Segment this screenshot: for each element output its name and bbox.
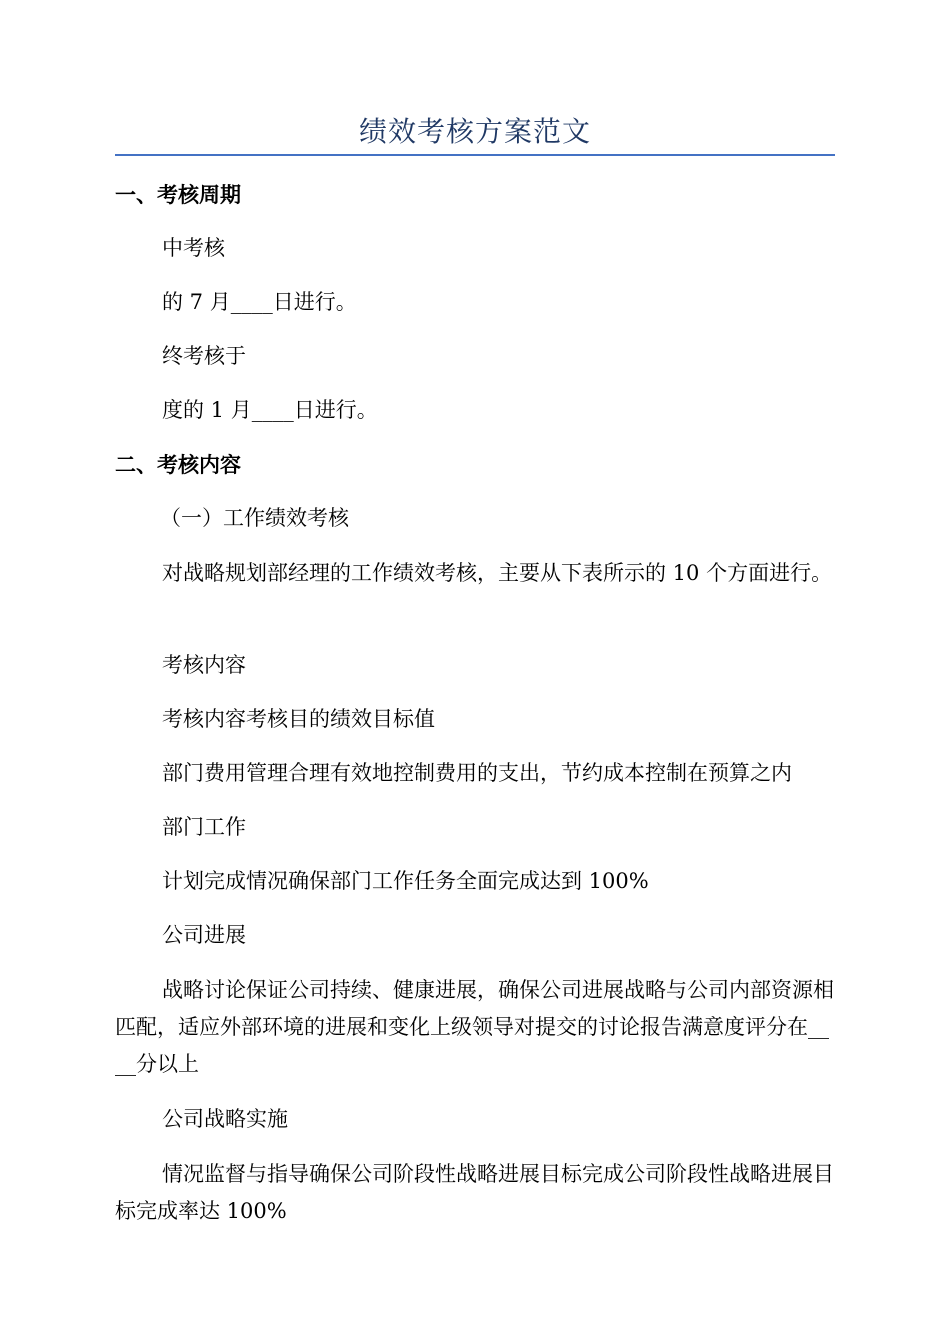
paragraph: 终考核于 — [162, 344, 246, 368]
paragraph: 考核内容考核目的绩效目标值 — [162, 707, 435, 731]
section-heading-1: 一、考核周期 — [115, 183, 241, 207]
paragraph: 公司进展 — [162, 923, 246, 947]
paragraph: 度的 1 月____日进行。 — [162, 398, 378, 422]
paragraph: 计划完成情况确保部门工作任务全面完成达到 100% — [162, 869, 649, 893]
sub-heading: （一）工作绩效考核 — [160, 506, 349, 530]
title-underline — [115, 154, 835, 156]
document-title: 绩效考核方案范文 — [358, 115, 591, 148]
paragraph: 的 7 月____日进行。 — [162, 290, 357, 314]
paragraph: 考核内容 — [162, 653, 246, 677]
paragraph: 战略讨论保证公司持续、健康进展，确保公司进展战略与公司内部资源相匹配，适应外部环境的进展和变化上级领导对提交的讨论报告满意度评分在____分以上 — [115, 978, 834, 1076]
section-heading-2: 二、考核内容 — [115, 453, 241, 477]
paragraph: 公司战略实施 — [162, 1107, 288, 1131]
paragraph: 部门工作 — [162, 815, 246, 839]
paragraph: 部门费用管理合理有效地控制费用的支出，节约成本控制在预算之内 — [162, 761, 792, 785]
paragraph: 情况监督与指导确保公司阶段性战略进展目标完成公司阶段性战略进展目标完成率达 100% — [115, 1162, 834, 1223]
paragraph: 中考核 — [162, 236, 225, 260]
paragraph: 对战略规划部经理的工作绩效考核，主要从下表所示的 10 个方面进行。 — [162, 561, 833, 585]
